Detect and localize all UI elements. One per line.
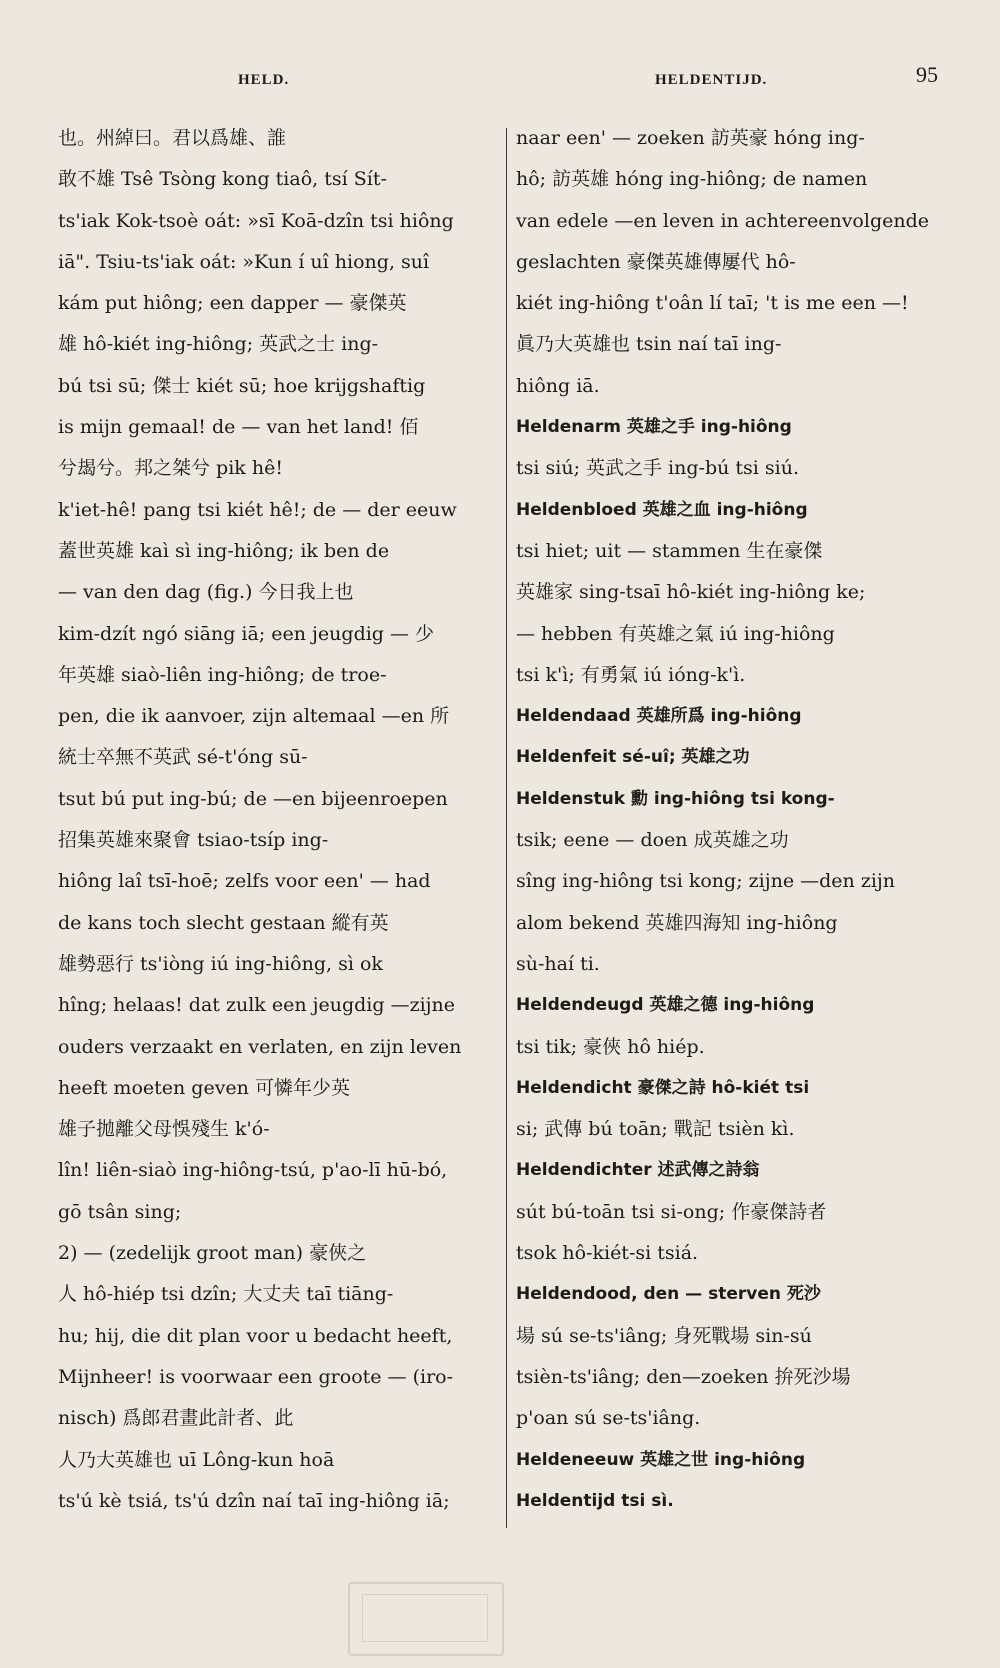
right-line-32: p'oan sú se-ts'iâng. [516, 1407, 701, 1430]
right-line-27: sút bú-toān tsi si-ong; 作豪傑詩者 [516, 1200, 827, 1223]
right-line-19: sîng ing-hiông tsi kong; zijne —den zijn [516, 870, 896, 893]
left-line-5: kám put hiông; een dapper — 豪傑英 [58, 292, 407, 315]
left-line-34: ts'ú kè tsiá, ts'ú dzîn naí taī ing-hiông iā; [58, 1489, 450, 1512]
right-line-4: geslachten 豪傑英雄傳屢代 hô- [516, 250, 796, 273]
left-line-19: hiông laî tsī-hoē; zelfs voor een' — had [58, 870, 431, 893]
left-line-9: 兮朅兮。邦之桀兮 pik hê! [58, 457, 283, 480]
left-line-26: lîn! liên-siaò ing-hiông-tsú, p'ao-lī hū-bó, [58, 1159, 448, 1182]
left-line-28: 2) — (zedelijk groot man) 豪俠之 [58, 1242, 367, 1265]
left-line-1: 也。州綽曰。君以爲雄、誰 [58, 127, 287, 149]
left-line-31: Mijnheer! is voorwaar een groote — (iro- [58, 1365, 454, 1388]
right-line-15: Heldendaad 英雄所爲 ing-hiông [516, 706, 802, 727]
right-line-30: 場 sú se-ts'iâng; 身死戰場 sin-sú [516, 1324, 812, 1347]
page-number: 95 [916, 62, 938, 87]
right-line-9: tsi siú; 英武之手 ing-bú tsi siú. [516, 457, 799, 480]
right-line-17: Heldenstuk 勳 ing-hiông tsi kong- [516, 788, 835, 809]
left-line-32: nisch) 爲郎君畫此計者、此 [58, 1407, 294, 1430]
left-line-4: iā". Tsiu-ts'iak oát: »Kun í uî hiong, suî [58, 250, 430, 273]
right-line-34: Heldentijd tsi sì. [516, 1490, 674, 1511]
running-head-right: HELDENTIJD. [655, 72, 768, 88]
left-line-16: 統士卒無不英武 sé-t'óng sū- [58, 746, 308, 769]
right-line-23: tsi tik; 豪俠 hô hiép. [516, 1035, 705, 1058]
left-line-14: 年英雄 siaò-liên ing-hiông; de troe- [58, 663, 387, 686]
right-line-8: Heldenarm 英雄之手 ing-hiông [516, 417, 792, 438]
left-line-13: kim-dzít ngó siāng iā; een jeugdig — 少 [58, 622, 435, 645]
left-line-25: 雄子拋離父母悞殘生 k'ó- [58, 1118, 270, 1141]
right-line-21: sù-haí ti. [516, 952, 600, 975]
left-line-7: bú tsi sū; 傑士 kiét sū; hoe krijgshaftig [58, 374, 426, 397]
right-line-16: Heldenfeit sé-uî; 英雄之功 [516, 747, 750, 768]
right-line-28: tsok hô-kiét-si tsiá. [516, 1242, 699, 1265]
right-line-12: 英雄家 sing-tsaī hô-kiét ing-hiông ke; [516, 581, 866, 604]
right-line-18: tsik; eene — doen 成英雄之功 [516, 829, 789, 852]
left-line-21: 雄勢惡行 ts'iòng iú ing-hiông, sì ok [58, 952, 383, 975]
right-line-20: alom bekend 英雄四海知 ing-hiông [516, 911, 838, 934]
left-line-8: is mijn gemaal! de — van het land! 佰 [58, 416, 419, 439]
left-line-11: 蓋世英雄 kaì sì ing-hiông; ik ben de [58, 539, 390, 562]
left-line-12: — van den dag (fig.) 今日我上也 [58, 581, 354, 604]
right-line-2: hô; 訪英雄 hóng ing-hiông; de namen [516, 168, 868, 191]
right-line-26: Heldendichter 述武傳之詩翁 [516, 1160, 760, 1181]
library-stamp [348, 1582, 504, 1656]
left-line-10: k'iet-hê! pang tsi kiét hê!; de — der eeuw [58, 498, 457, 521]
library-stamp-frame [362, 1594, 488, 1642]
left-line-17: tsut bú put ing-bú; de —en bijeenroepen [58, 787, 448, 810]
right-line-1: naar een' — zoeken 訪英豪 hóng ing- [516, 127, 865, 149]
right-line-13: — hebben 有英雄之氣 iú ing-hiông [516, 622, 835, 645]
right-line-5: kiét ing-hiông t'oân lí taī; 't is me een —! [516, 292, 909, 315]
right-line-22: Heldendeugd 英雄之德 ing-hiông [516, 995, 815, 1016]
right-line-10: Heldenbloed 英雄之血 ing-hiông [516, 499, 808, 520]
left-line-27: gō tsân sing; [58, 1200, 182, 1223]
left-line-30: hu; hij, die dit plan voor u bedacht heeft, [58, 1324, 453, 1347]
right-line-6: 眞乃大英雄也 tsin naí taī ing- [516, 333, 782, 356]
right-line-11: tsi hiet; uit — stammen 生在豪傑 [516, 539, 823, 562]
right-line-7: hiông iā. [516, 374, 600, 397]
right-line-24: Heldendicht 豪傑之詩 hô-kiét tsi [516, 1077, 810, 1098]
left-line-24: heeft moeten geven 可憐年少英 [58, 1076, 350, 1099]
right-line-31: tsièn-ts'iâng; den—zoeken 拚死沙場 [516, 1365, 851, 1388]
right-line-3: van edele —en leven in achtereenvolgende [516, 209, 929, 232]
left-line-22: hîng; helaas! dat zulk een jeugdig —zijne [58, 994, 456, 1017]
left-line-33: 人乃大英雄也 uī Lông-kun hoā [58, 1448, 335, 1471]
left-line-29: 人 hô-hiép tsi dzîn; 大丈夫 taī tiāng- [58, 1283, 394, 1306]
right-column [516, 118, 956, 1522]
right-line-25: si; 武傳 bú toān; 戰記 tsièn kì. [516, 1118, 795, 1141]
left-column [58, 118, 498, 1522]
left-line-23: ouders verzaakt en verlaten, en zijn leven [58, 1035, 462, 1058]
left-line-18: 招集英雄來聚會 tsiao-tsíp ing- [58, 829, 329, 852]
column-divider [506, 128, 507, 1528]
left-line-2: 敢不雄 Tsê Tsòng kong tiaô, tsí Sít- [58, 168, 387, 191]
left-line-15: pen, die ik aanvoer, zijn altemaal —en 所 [58, 705, 450, 728]
right-line-14: tsi k'ì; 有勇氣 iú ióng-k'ì. [516, 663, 746, 686]
left-line-3: ts'iak Kok-tsoè oát: »sī Koā-dzîn tsi hiông [58, 209, 454, 232]
right-line-33: Heldeneeuw 英雄之世 ing-hiông [516, 1449, 806, 1470]
right-line-29: Heldendood, den — sterven 死沙 [516, 1284, 821, 1305]
running-head-left: HELD. [238, 72, 290, 88]
left-line-20: de kans toch slecht gestaan 縱有英 [58, 911, 389, 934]
left-line-6: 雄 hô-kiét ing-hiông; 英武之士 ing- [58, 333, 379, 356]
